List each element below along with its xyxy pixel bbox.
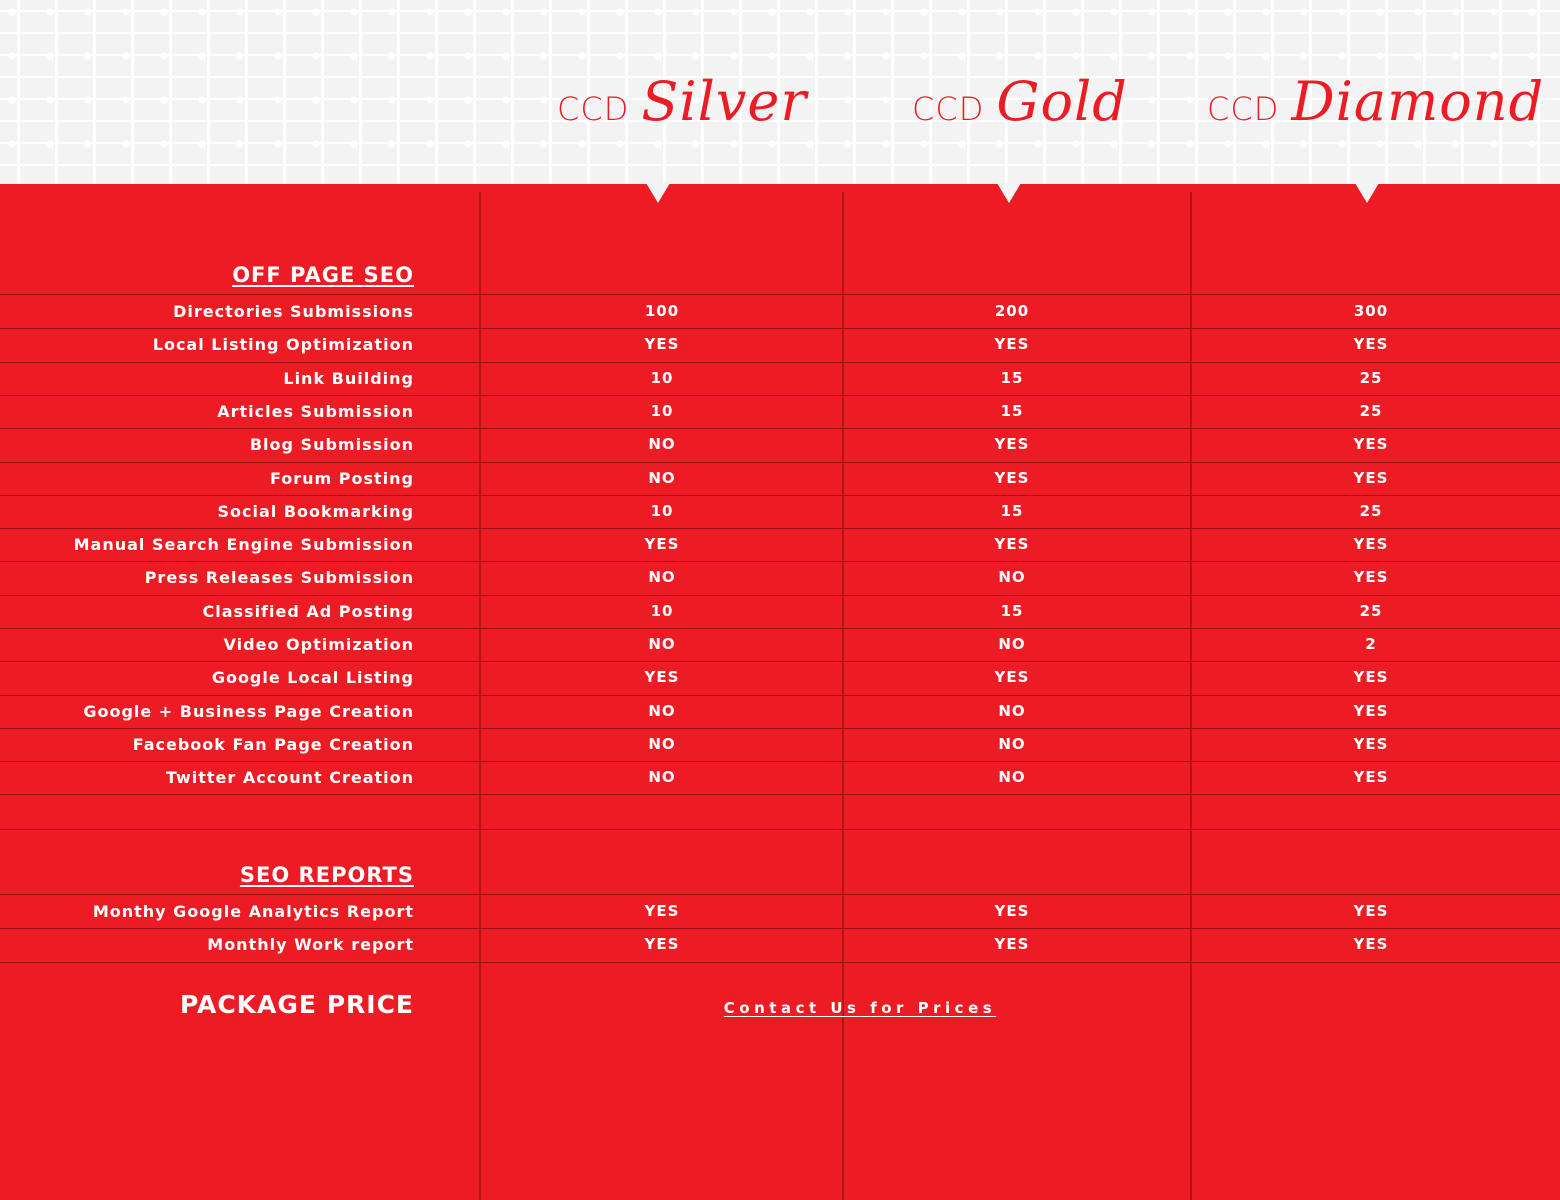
- silver-value: 10: [650, 368, 674, 387]
- feature-label: Twitter Account Creation: [165, 768, 414, 788]
- diamond-value: 300: [1353, 302, 1389, 320]
- diamond-value: 25: [1359, 601, 1383, 620]
- section-title-seo-reports: SEO REPORTS: [239, 863, 414, 887]
- section-title-off-page-seo: OFF PAGE SEO: [232, 263, 414, 287]
- row-divider: [0, 962, 1560, 963]
- plan-title-diamond: [1207, 70, 1544, 140]
- diamond-value: 2: [1365, 635, 1377, 653]
- silver-value: NO: [648, 468, 676, 487]
- pointer-diamond: [1355, 183, 1379, 203]
- gold-value: YES: [994, 935, 1030, 954]
- table-row: [0, 295, 1560, 328]
- diamond-value: 25: [1359, 401, 1383, 420]
- diamond-value: YES: [1353, 734, 1389, 753]
- diamond-value: YES: [1353, 701, 1389, 720]
- feature-label: Monthly Work report: [207, 935, 414, 955]
- feature-label: Blog Submission: [249, 435, 414, 455]
- plan-title-silver: [557, 70, 807, 140]
- silver-value: YES: [644, 902, 680, 920]
- feature-label: Google Local Listing: [211, 668, 414, 688]
- table-row: [0, 495, 1560, 528]
- gold-value: 200: [994, 302, 1030, 320]
- gold-value: 15: [1000, 368, 1024, 387]
- diamond-value: YES: [1353, 335, 1389, 354]
- gold-value: NO: [998, 701, 1026, 720]
- plan-name: Gold: [996, 70, 1128, 133]
- gold-value: YES: [994, 468, 1030, 487]
- feature-label: Local Listing Optimization: [152, 335, 414, 355]
- silver-value: NO: [648, 768, 676, 787]
- silver-value: 100: [644, 302, 680, 320]
- plan-prefix: CCD: [912, 90, 985, 128]
- silver-value: 10: [650, 601, 674, 620]
- silver-value: 10: [650, 501, 674, 520]
- gold-value: NO: [998, 568, 1026, 587]
- plan-prefix: CCD: [557, 90, 630, 128]
- gold-value: 15: [1000, 501, 1024, 520]
- gold-value: 15: [1000, 601, 1024, 620]
- table-row: [0, 761, 1560, 794]
- gold-value: 15: [1000, 401, 1024, 420]
- gold-value: YES: [994, 902, 1030, 920]
- gold-value: YES: [994, 668, 1030, 687]
- feature-label: Facebook Fan Page Creation: [132, 734, 414, 754]
- table-row: [0, 328, 1560, 361]
- table-row: [0, 728, 1560, 761]
- plan-name: Diamond: [1291, 70, 1545, 133]
- feature-label: Video Optimization: [223, 635, 414, 654]
- diamond-value: YES: [1353, 935, 1389, 954]
- feature-label: Forum Posting: [269, 468, 414, 488]
- feature-label: Link Building: [283, 368, 414, 388]
- table-row: [0, 395, 1560, 428]
- diamond-value: YES: [1353, 435, 1389, 454]
- feature-label: Classified Ad Posting: [202, 601, 414, 621]
- pointer-silver: [646, 183, 670, 203]
- feature-label: Social Bookmarking: [217, 501, 414, 521]
- silver-value: NO: [648, 435, 676, 454]
- gold-value: NO: [998, 635, 1026, 653]
- plan-title-gold: [912, 70, 1128, 140]
- package-price-label: PACKAGE PRICE: [179, 990, 414, 1019]
- gold-value: YES: [994, 335, 1030, 354]
- table-row: [0, 661, 1560, 694]
- table-row: [0, 628, 1560, 661]
- diamond-value: YES: [1353, 535, 1389, 554]
- table-row: [0, 528, 1560, 561]
- feature-label: Google + Business Page Creation: [83, 701, 414, 721]
- table-row: [0, 928, 1560, 961]
- silver-value: NO: [648, 635, 676, 653]
- silver-value: YES: [644, 935, 680, 954]
- diamond-value: YES: [1353, 568, 1389, 587]
- row-divider: [0, 829, 1560, 830]
- silver-value: YES: [644, 335, 680, 354]
- feature-label: Press Releases Submission: [144, 568, 414, 588]
- silver-value: NO: [648, 734, 676, 753]
- silver-value: YES: [644, 535, 680, 554]
- diamond-value: YES: [1353, 668, 1389, 687]
- silver-value: NO: [648, 568, 676, 587]
- table-row: [0, 595, 1560, 628]
- table-row: [0, 462, 1560, 495]
- plan-name: Silver: [641, 70, 808, 133]
- diamond-value: 25: [1359, 501, 1383, 520]
- silver-value: YES: [644, 668, 680, 687]
- silver-value: NO: [648, 701, 676, 720]
- feature-label: Articles Submission: [217, 401, 414, 421]
- plan-prefix: CCD: [1207, 90, 1280, 128]
- silver-value: 10: [650, 401, 674, 420]
- diamond-value: YES: [1353, 468, 1389, 487]
- contact-us-link[interactable]: Contact Us for Prices: [723, 999, 997, 1017]
- table-row: [0, 362, 1560, 395]
- table-row: [0, 561, 1560, 594]
- row-divider: [0, 794, 1560, 795]
- gold-value: NO: [998, 768, 1026, 787]
- gold-value: YES: [994, 435, 1030, 454]
- diamond-value: YES: [1353, 768, 1389, 787]
- diamond-value: 25: [1359, 368, 1383, 387]
- feature-label: Monthy Google Analytics Report: [92, 902, 414, 921]
- feature-label: Manual Search Engine Submission: [73, 535, 414, 555]
- gold-value: YES: [994, 535, 1030, 554]
- table-row: [0, 895, 1560, 928]
- gold-value: NO: [998, 734, 1026, 753]
- table-row: [0, 428, 1560, 461]
- pointer-gold: [997, 183, 1021, 203]
- table-row: [0, 695, 1560, 728]
- feature-label: Directories Submissions: [173, 302, 414, 321]
- diamond-value: YES: [1353, 902, 1389, 920]
